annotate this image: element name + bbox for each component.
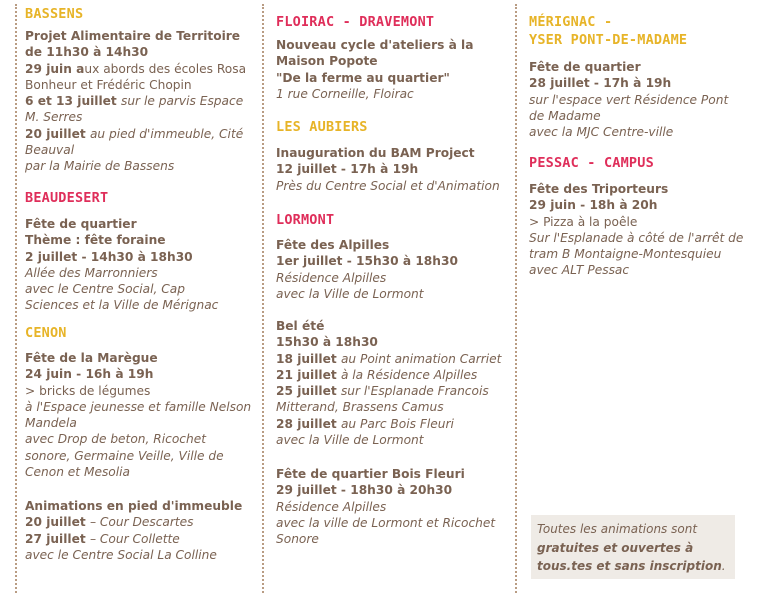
text-line [25, 547, 242, 563]
text-segment: avec la ville de Lormont et Ricochet [276, 515, 496, 530]
text-segment: à la Résidence Alpilles [340, 367, 478, 382]
text-segment: de 11h30 à 14h30 [25, 45, 149, 60]
heading-beaudesert: BEAUDESERT [25, 190, 109, 206]
text-line [529, 230, 743, 246]
note-line-1: Toutes les animations sont [537, 522, 698, 536]
text-segment: Allée des Marronniers [25, 265, 158, 280]
text-segment: Fête des Triporteurs [529, 182, 669, 196]
text-line [25, 126, 246, 142]
cenon-block [25, 350, 251, 480]
text-segment: M. Serres [25, 110, 83, 125]
text-segment: > bricks de légumes [25, 383, 151, 398]
text-segment: Bonheur et Frédéric Chopin [25, 77, 192, 92]
column-divider [262, 4, 264, 593]
text-segment: 25 juillet [276, 384, 341, 399]
text-segment: au pied d'immeuble, Cité [89, 126, 244, 141]
text-segment: 12 juillet - 17h à 19h [276, 162, 419, 177]
text-segment: avec le Centre Social, Cap [25, 282, 186, 297]
text-line [529, 181, 743, 197]
text-segment: 1er juillet - 15h30 à 18h30 [276, 254, 458, 269]
text-segment: Thème : fête foraine [25, 233, 166, 248]
text-segment: Maison Popote [276, 54, 378, 69]
text-line [25, 431, 251, 447]
text-line [529, 246, 743, 262]
text-segment: 28 juillet - 17h à 19h [529, 76, 672, 91]
text-line [276, 53, 473, 69]
text-line [25, 281, 218, 297]
text-line [25, 350, 251, 366]
text-line [25, 383, 251, 399]
text-line [276, 253, 458, 269]
text-line [276, 70, 473, 86]
text-line [25, 93, 246, 109]
text-segment: Fête de quartier Bois Fleuri [276, 467, 465, 481]
text-line [25, 61, 246, 77]
note-line-3-end: . [721, 559, 726, 573]
text-line [276, 178, 500, 194]
text-segment: 20 juillet [25, 515, 90, 530]
text-line [529, 75, 728, 91]
text-segment: Sur l'Esplanade à côté de l'arrêt de [529, 230, 744, 245]
text-segment: Résidence Alpilles [276, 270, 387, 285]
text-segment: avec le Centre Social La Colline [25, 547, 217, 562]
aubiers-block [276, 145, 500, 194]
text-line [25, 448, 251, 464]
text-segment: Résidence Alpilles [276, 499, 387, 514]
text-line [276, 334, 501, 350]
text-segment: Mitterand, Brassens Camus [276, 400, 444, 415]
text-segment: Sciences et la Ville de Mérignac [25, 298, 219, 313]
text-segment: 1 rue Corneille, Floirac [276, 86, 414, 101]
text-segment: Fête de quartier [25, 217, 137, 231]
text-line [25, 297, 218, 313]
text-line [25, 464, 251, 480]
text-line [276, 367, 501, 383]
text-segment: Fête des Alpilles [276, 238, 390, 252]
text-segment: 18 juillet [276, 351, 341, 366]
text-line [276, 466, 495, 482]
text-line [529, 124, 728, 140]
text-line [276, 432, 501, 448]
text-line [25, 249, 218, 265]
text-line [276, 399, 501, 415]
text-segment: sur le parvis Espace [120, 94, 244, 109]
text-segment: Projet Alimentaire de Territoire [25, 29, 241, 43]
text-line [529, 197, 743, 213]
text-segment: > Pizza à la poêle [529, 214, 638, 229]
text-line [529, 108, 728, 124]
heading-lormont: LORMONT [276, 212, 335, 228]
column-divider [515, 4, 517, 593]
text-segment: au Parc Bois Fleuri [340, 416, 454, 431]
heading-merignac-2: YSER PONT-DE-MADAME [529, 32, 688, 48]
text-segment: avec ALT Pessac [529, 263, 630, 278]
text-line [25, 142, 246, 158]
text-line [25, 77, 246, 93]
text-line [25, 109, 246, 125]
text-segment: ux abords des écoles Rosa [84, 61, 247, 76]
text-line [276, 499, 495, 515]
lormont-block [276, 237, 458, 302]
text-segment: – Cour Descartes [89, 515, 194, 530]
heading-floirac: FLOIRAC - DRAVEMONT [276, 14, 435, 30]
text-segment: sur l'Esplanade Francois [340, 384, 489, 399]
text-line [25, 531, 242, 547]
floirac-block [276, 37, 473, 102]
text-segment: 29 juillet - 18h30 à 20h30 [276, 483, 453, 498]
text-segment: avec la Ville de Lormont [276, 286, 424, 301]
text-line [25, 366, 251, 382]
beaudesert-block [25, 216, 218, 314]
note-line-3: tous.tes et sans inscription [537, 559, 722, 573]
text-line [276, 416, 501, 432]
text-line [529, 59, 728, 75]
merignac-block [529, 59, 728, 140]
text-line [276, 37, 473, 53]
text-segment: au Point animation Carriet [340, 351, 502, 366]
text-segment: avec la Ville de Lormont [276, 433, 424, 448]
text-segment: Près du Centre Social et d'Animation [276, 178, 500, 193]
text-line [25, 265, 218, 281]
text-line [276, 383, 501, 399]
text-segment: 21 juillet [276, 367, 341, 382]
column-left [25, 0, 261, 597]
text-segment: Fête de la Marègue [25, 351, 158, 365]
lormont-block-3 [276, 466, 495, 547]
text-line [276, 482, 495, 498]
text-segment: tram B Montaigne-Montesquieu [529, 247, 722, 262]
text-segment: – Cour Collette [89, 531, 180, 546]
heading-pessac: PESSAC - CAMPUS [529, 155, 654, 171]
text-segment: Inauguration du BAM Project [276, 146, 475, 160]
info-note [531, 515, 735, 579]
text-segment: 27 juillet [25, 531, 90, 546]
text-segment: 28 juillet [276, 416, 341, 431]
text-segment: 2 juillet - 14h30 à 18h30 [25, 249, 193, 264]
text-segment: 29 juin a [25, 61, 85, 76]
heading-bassens: BASSENS [25, 6, 84, 22]
text-line [25, 158, 246, 174]
text-segment: Fête de quartier [529, 60, 641, 74]
text-segment: avec la MJC Centre-ville [529, 125, 674, 140]
text-segment: Nouveau cycle d'ateliers à la [276, 38, 474, 52]
text-line [276, 237, 458, 253]
text-segment: de Madame [529, 108, 601, 123]
text-line [276, 145, 500, 161]
pessac-block [529, 181, 743, 279]
text-line [529, 262, 743, 278]
text-segment: 20 juillet [25, 126, 90, 141]
text-line [529, 92, 728, 108]
text-line [276, 286, 458, 302]
heading-merignac: MÉRIGNAC - [529, 14, 613, 30]
heading-cenon: CENON [25, 325, 67, 341]
text-line [25, 232, 218, 248]
text-segment: 29 juin - 18h à 20h [529, 198, 658, 213]
text-segment: 24 juin - 16h à 19h [25, 367, 154, 382]
text-segment: sur l'espace vert Résidence Pont [529, 92, 729, 107]
text-segment: Sonore [276, 532, 319, 547]
column-right [529, 0, 757, 597]
cenon-block-2 [25, 498, 242, 563]
text-segment: par la Mairie de Bassens [25, 159, 175, 174]
text-segment: Animations en pied d'immeuble [25, 499, 243, 513]
text-segment: Beauval [25, 143, 75, 158]
text-segment: à l'Espace jeunesse et famille Nelson [25, 399, 252, 414]
text-line [25, 399, 251, 415]
text-line [276, 318, 501, 334]
text-line [276, 351, 501, 367]
lormont-block-2 [276, 318, 501, 448]
text-segment: Cenon et Mesolia [25, 465, 130, 480]
text-line [276, 270, 458, 286]
text-line [529, 214, 743, 230]
text-line [276, 161, 500, 177]
text-line [25, 498, 242, 514]
text-segment: 15h30 à 18h30 [276, 335, 378, 350]
text-line [25, 216, 218, 232]
heading-aubiers: LES AUBIERS [276, 119, 368, 135]
column-divider [15, 4, 17, 593]
text-line [276, 531, 495, 547]
text-segment: sonore, Germaine Veille, Ville de [25, 448, 224, 463]
text-line [25, 514, 242, 530]
text-segment: 6 et 13 juillet [25, 94, 121, 109]
bassens-block [25, 28, 246, 175]
column-middle [276, 0, 511, 597]
text-line [25, 44, 246, 60]
text-line [25, 28, 246, 44]
text-segment: Bel été [276, 319, 325, 333]
text-line [276, 515, 495, 531]
note-line-2: gratuites et ouvertes à [537, 540, 694, 555]
text-segment: avec Drop de beton, Ricochet [25, 432, 206, 447]
text-segment: Mandela [25, 416, 77, 431]
text-line [276, 86, 473, 102]
text-segment: "De la ferme au quartier" [276, 70, 450, 85]
text-line [25, 415, 251, 431]
